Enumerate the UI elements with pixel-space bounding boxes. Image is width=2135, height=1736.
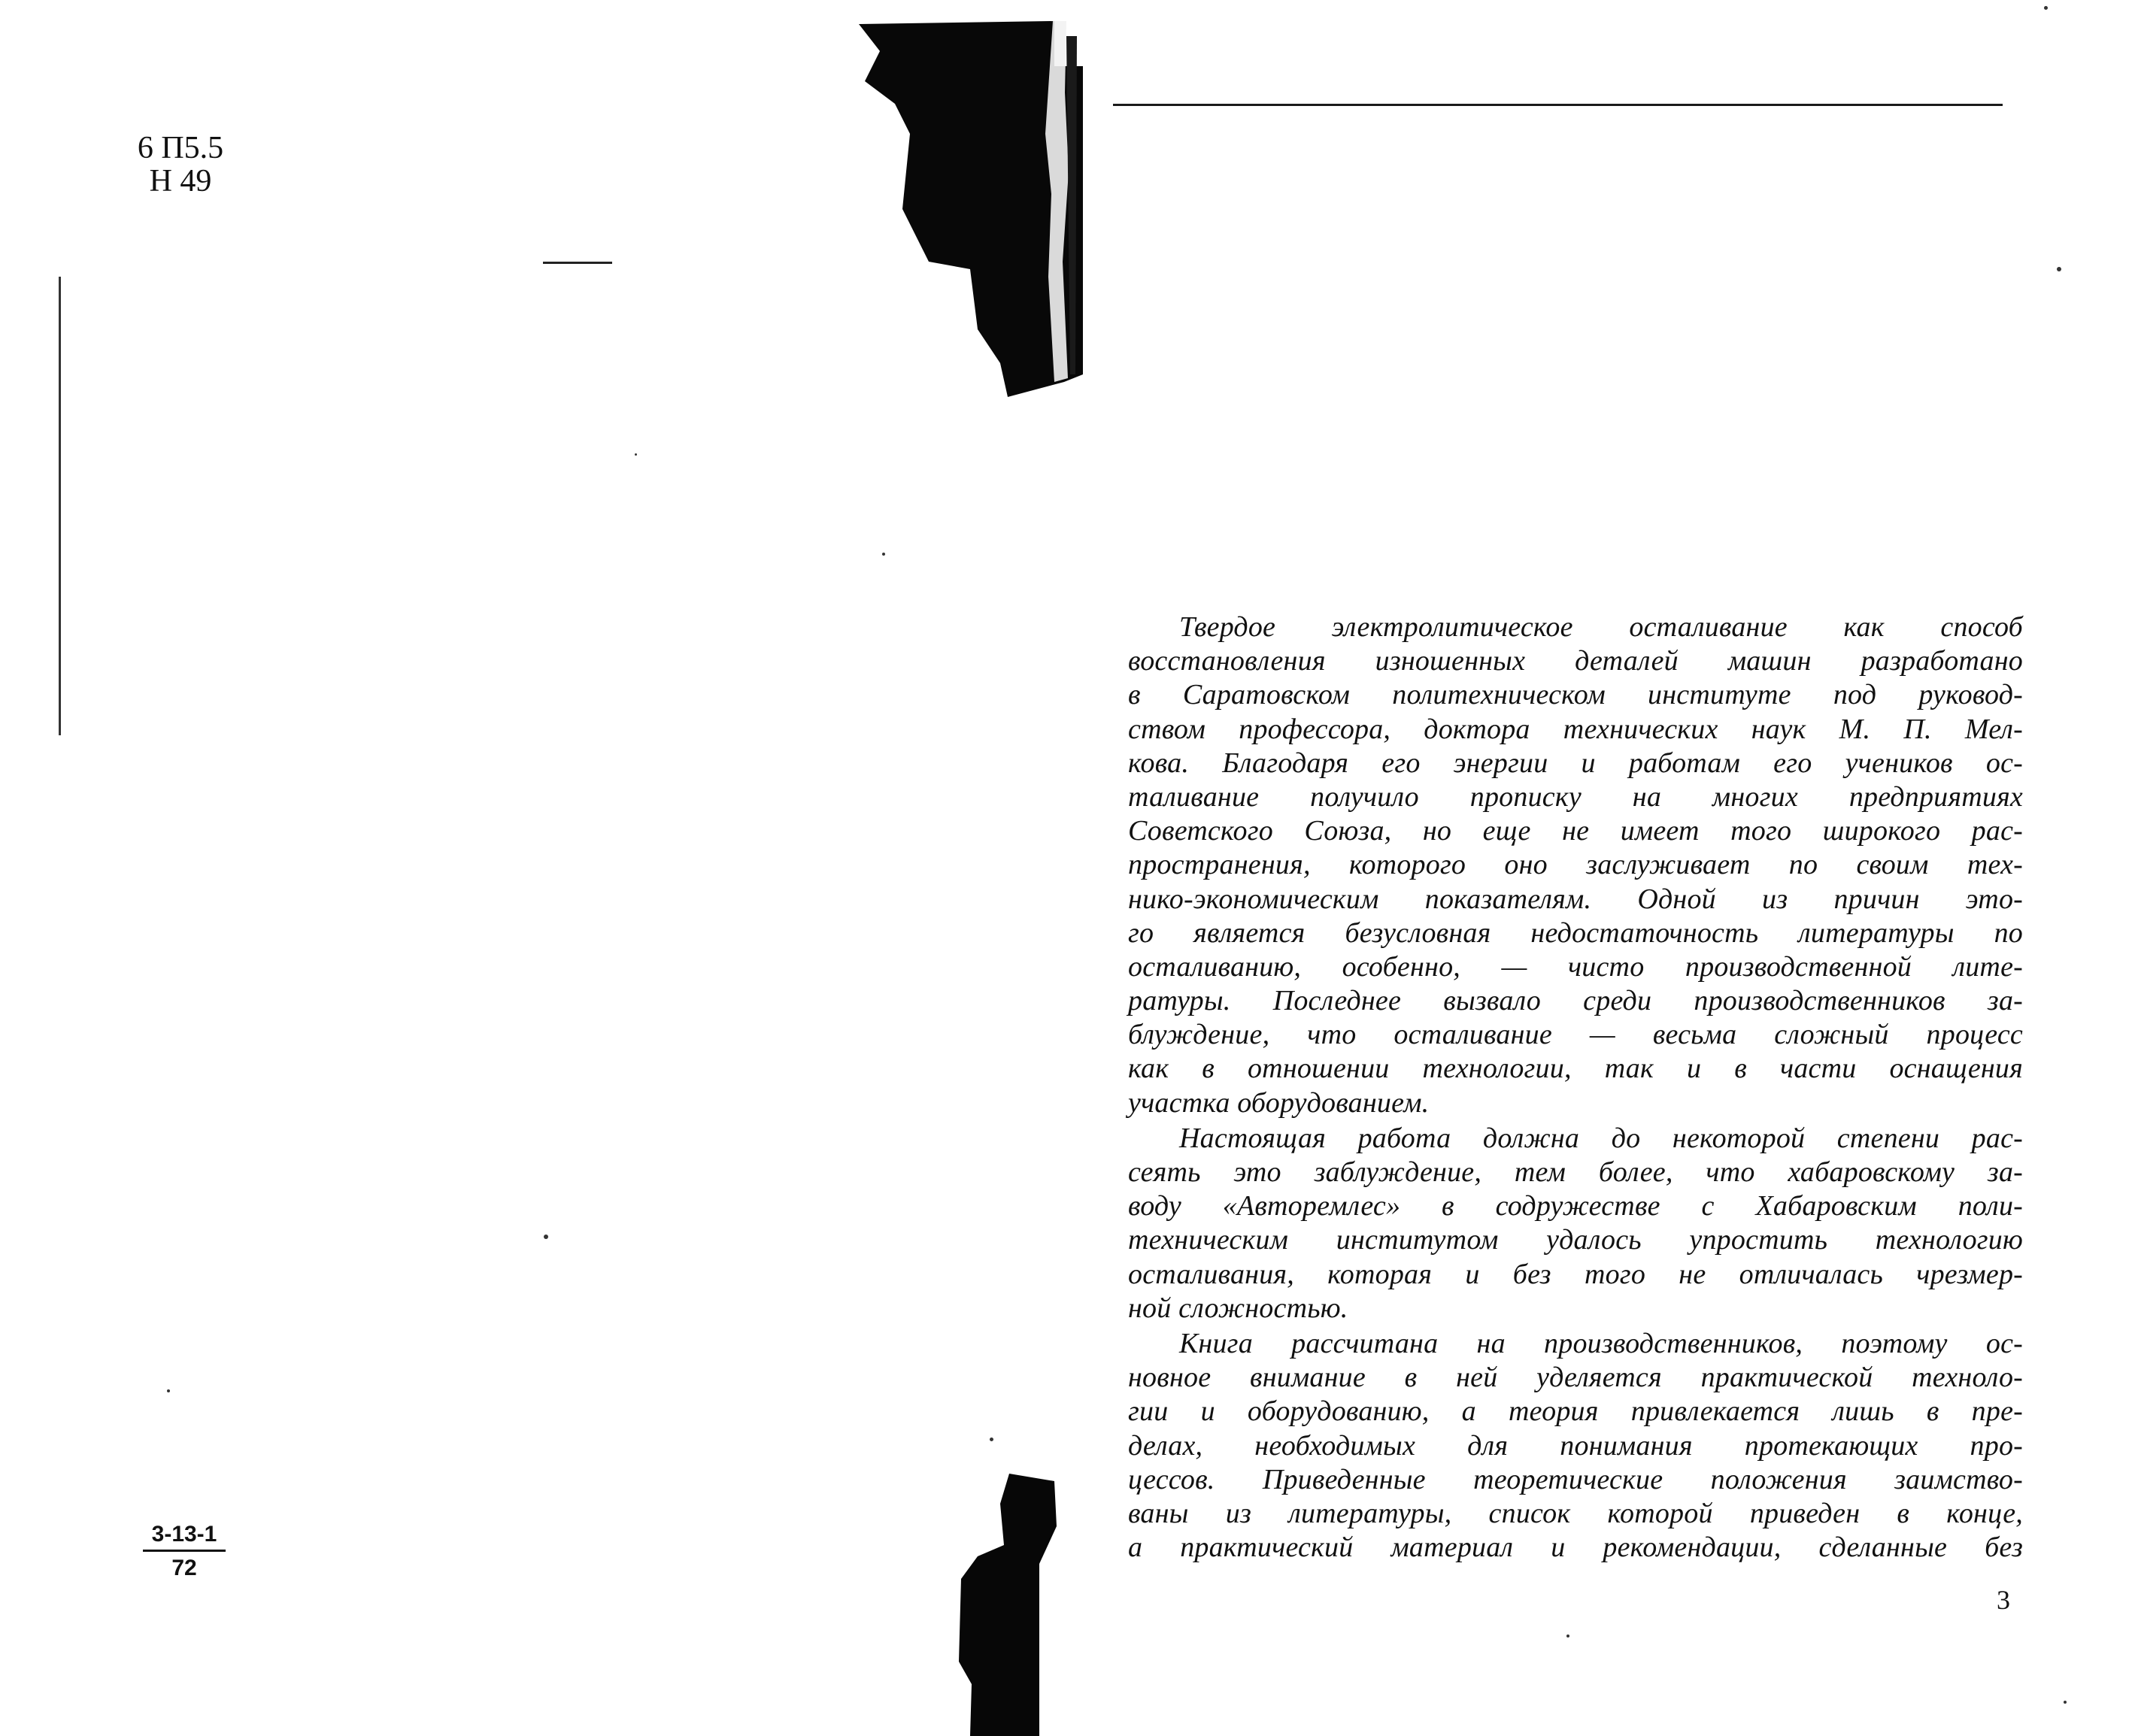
text-line: участка оборудованием. [1128, 1086, 1430, 1119]
text-line: ваны из литературы, список которой приведен в конце, [1128, 1497, 2023, 1529]
catalog-code [120, 132, 241, 198]
text-line: гии и оборудованию, а теория привлекается лишь в пре- [1128, 1395, 2023, 1428]
text-line: ной сложностью. [1128, 1292, 1348, 1324]
scan-speck [635, 453, 637, 456]
scan-speck [544, 1235, 548, 1239]
scan-speck [990, 1438, 993, 1441]
text-line: Советского Союза, но еще не имеет того широкого рас- [1128, 815, 2023, 847]
text-line: таливание получило прописку на многих предприятиях [1128, 780, 2023, 813]
print-code-denominator: 72 [171, 1556, 197, 1580]
scan-speck [882, 553, 885, 556]
scan-speck [2044, 6, 2048, 10]
text-line: блуждение, что осталивание — весьма сложный процесс [1128, 1019, 2023, 1051]
text-line: Твердое электролитическое осталивание как способ [1179, 611, 2023, 643]
scan-speck [2057, 267, 2061, 271]
text-line: восстановления изношенных деталей машин разработано [1128, 645, 2023, 677]
text-line: цессов. Приведенные теоретические положения заимство- [1128, 1463, 2023, 1495]
text-line: Книга рассчитана на производственников, поэтому ос- [1179, 1327, 2023, 1359]
page-number: 3 [1997, 1585, 2010, 1615]
text-line: воду «Авторемлес» в содружестве с Хабаровским поли- [1128, 1190, 2023, 1222]
print-code-numerator: 3-13-1 [143, 1521, 226, 1552]
text-line: как в отношении технологии, так и в части оснащения [1128, 1053, 2023, 1085]
short-dash [543, 262, 612, 264]
text-line: нико-экономическим показателям. Одной из причин это- [1128, 883, 2023, 915]
text-line: а практический материал и рекомендации, сделанные без [1128, 1531, 2023, 1564]
text-line: ством профессора, доктора технических наук М. П. Мел- [1128, 713, 2023, 745]
text-line: осталиванию, особенно, — чисто производственной лите- [1128, 950, 2023, 983]
text-line: Настоящая работа должна до некоторой степени рас- [1179, 1122, 2023, 1154]
text-line: ратуры. Последнее вызвало среди производственников за- [1128, 985, 2023, 1017]
binding-shadow-top [857, 21, 1105, 397]
catalog-code-line: Н 49 [149, 164, 212, 198]
margin-rule [59, 277, 61, 735]
text-line: кова. Благодаря его энергии и работам его учеников ос- [1128, 747, 2023, 779]
catalog-code-line: 6 П5.5 [137, 131, 224, 165]
text-line: пространения, которого оно заслуживает по своим тех- [1128, 849, 2023, 881]
text-line: делах, необходимых для понимания протекающих про- [1128, 1429, 2023, 1462]
binding-shadow-bottom [955, 1474, 1064, 1736]
body-text [1128, 610, 2023, 1565]
text-line: техническим институтом удалось упростить технологию [1128, 1224, 2023, 1256]
text-line: в Саратовском политехническом институте под руковод- [1128, 679, 2023, 711]
header-rule [1113, 104, 2003, 106]
text-line: новное внимание в ней уделяется практической техноло- [1128, 1362, 2023, 1394]
text-line: осталивания, которая и без того не отличалась чрезмер- [1128, 1258, 2023, 1290]
print-code [143, 1521, 226, 1582]
text-line: сеять это заблуждение, тем более, что хабаровскому за- [1128, 1156, 2023, 1188]
text-line: го является безусловная недостаточность литературы по [1128, 916, 2023, 949]
scan-speck [2064, 1701, 2067, 1704]
scan-speck [1566, 1635, 1569, 1638]
scan-speck [167, 1389, 170, 1392]
